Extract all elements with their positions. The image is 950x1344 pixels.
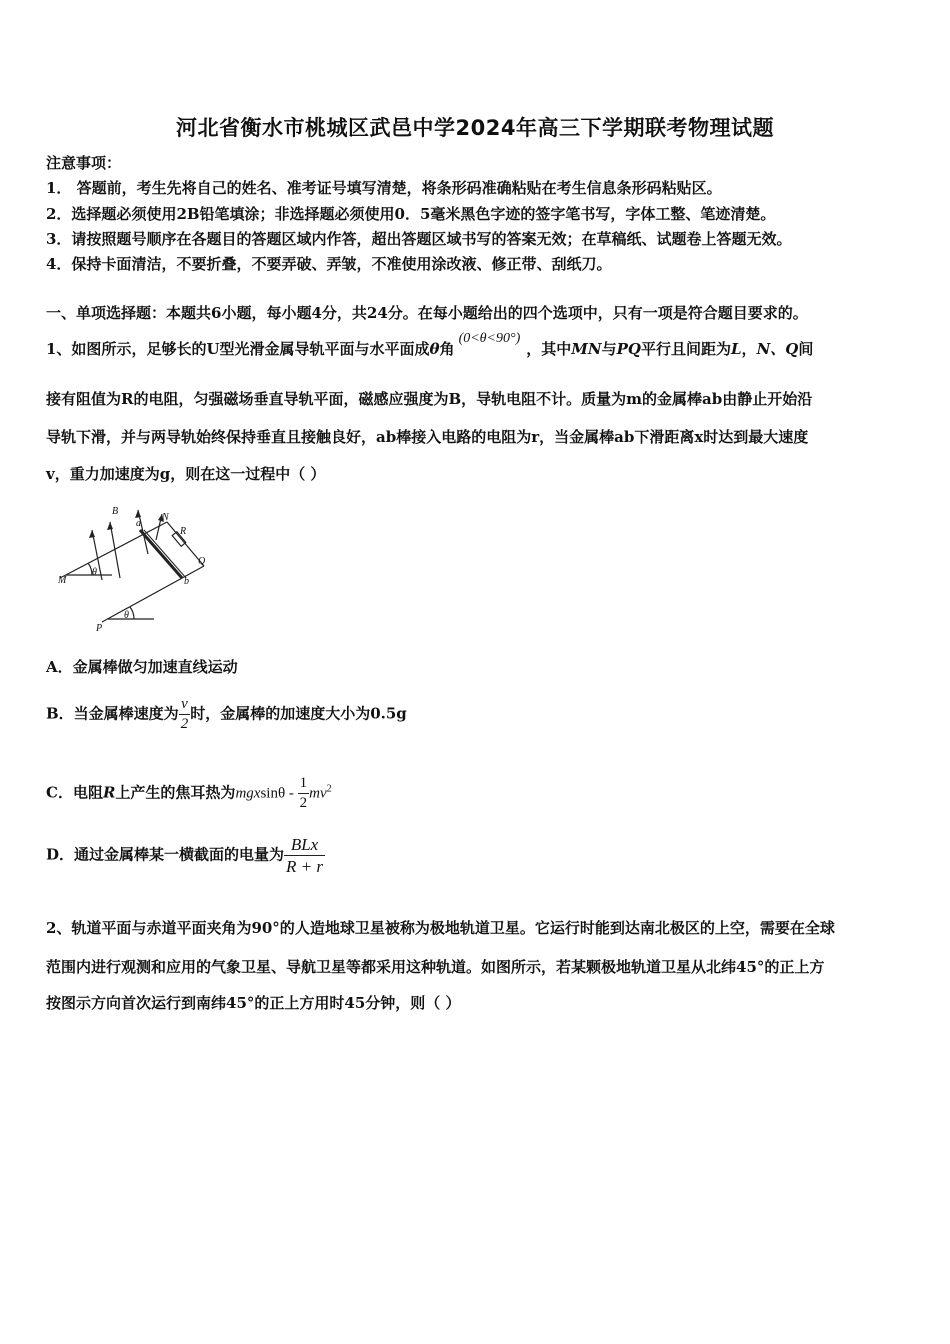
metal-rod-ab xyxy=(140,530,182,578)
rail-mn xyxy=(60,522,167,578)
label-q: Q xyxy=(198,556,206,567)
fraction-denominator: 2 xyxy=(299,795,308,811)
q1-pq: PQ xyxy=(616,340,641,358)
label-n: N xyxy=(162,512,169,523)
label-p: P xyxy=(96,623,103,634)
q1-option-c-expr-1: mgx xyxy=(235,785,261,802)
fraction-numerator: v xyxy=(181,696,188,712)
notice-item-1: 1． 答题前，考生先将自己的姓名、准考证号填写清楚，将条形码准确粘贴在考生信息条形码粘贴区。 xyxy=(46,179,722,197)
field-arrowhead-1 xyxy=(89,530,95,538)
q1-text-g: 间 xyxy=(798,340,814,358)
q1-line-2: 接有阻值为R的电阻，匀强磁场垂直导轨平面，磁感应强度为B，导轨电阻不计。质量为m的金属棒ab由静止开始沿 xyxy=(46,390,813,408)
fraction-denominator: R + r xyxy=(286,857,323,876)
q1-option-c-superscript: 2 xyxy=(326,783,332,795)
notice-heading: 注意事项： xyxy=(46,154,122,172)
fraction-denominator: 2 xyxy=(180,716,189,732)
q1-option-c-r: R xyxy=(102,783,116,802)
fraction-numerator: 1 xyxy=(299,775,308,791)
q1-option-d xyxy=(46,836,325,875)
field-arrowhead-2 xyxy=(107,522,113,530)
q1-option-b-fraction xyxy=(179,697,191,732)
q1-option-c-fraction xyxy=(298,776,310,811)
q1-angle-range: (0<θ<90°) xyxy=(458,331,521,346)
page-title: 河北省衡水市桃城区武邑中学2024年高三下学期联考物理试题 xyxy=(176,116,774,140)
q2-line-1: 2、轨道平面与赤道平面夹角为90°的人造地球卫星被称为极地轨道卫星。它运行时能到达南北极区的上空，需要在全球 xyxy=(46,919,835,937)
q1-line-3: 导轨下滑，并与两导轨始终保持垂直且接触良好，ab棒接入电路的电阻为r，当金属棒ab下滑距离x时达到最大速度 xyxy=(46,428,809,446)
label-r: R xyxy=(180,526,187,537)
q1-text-d: 与 xyxy=(601,340,617,358)
label-b-end: b xyxy=(184,576,189,587)
rail-pq xyxy=(102,566,204,622)
q1-option-c-expr-3: mv xyxy=(309,785,327,802)
q1-option-c-expr-2: sinθ - xyxy=(260,785,298,802)
q1-line-4: v，重力加速度为g，则在这一过程中（ ） xyxy=(46,465,326,483)
label-theta-2: θ xyxy=(124,610,129,621)
notice-item-4: 4．保持卡面清洁，不要折叠，不要弄破、弄皱，不准使用涂改液、修正带、刮纸刀。 xyxy=(46,255,612,273)
q1-option-c-pre: C．电阻 xyxy=(46,783,103,802)
q1-option-a: A．金属棒做匀加速直线运动 xyxy=(46,658,238,676)
notice-item-3: 3．请按照题号顺序在各题目的答题区域内作答，超出答题区域书写的答案无效；在草稿纸、试题卷上答题无效。 xyxy=(46,230,792,248)
q1-nq: N、Q xyxy=(756,340,799,358)
q1-rail-diagram xyxy=(52,500,222,640)
q2-line-2: 范围内进行观测和应用的气象卫星、导航卫星等都采用这种轨道。如图所示，若某颗极地轨道卫星从北纬45°的正上方 xyxy=(46,958,825,976)
fraction-numerator: BLx xyxy=(290,835,319,854)
q1-text-b: 角 xyxy=(439,340,455,358)
q1-option-c-mid: 上产生的焦耳热为 xyxy=(115,783,236,802)
q2-line-3: 按图示方向首次运行到南纬45°的正上方用时45分钟，则（ ） xyxy=(46,994,461,1012)
q1-option-c xyxy=(46,776,332,811)
label-a: a xyxy=(136,518,141,529)
q1-theta: θ xyxy=(429,340,440,358)
label-b-field: B xyxy=(112,506,119,517)
q1-l: L xyxy=(731,340,742,358)
q1-mn: MN xyxy=(571,340,602,358)
q1-option-d-fraction xyxy=(284,836,325,875)
field-arrow-2 xyxy=(110,522,120,578)
q1-option-d-pre: D．通过金属棒某一横截面的电量为 xyxy=(46,845,285,864)
q1-option-b-post: 时，金属棒的加速度大小为0.5g xyxy=(190,704,407,723)
q1-text-e: 平行且间距为 xyxy=(640,340,731,358)
section-heading: 一、单项选择题：本题共6小题，每小题4分，共24分。在每小题给出的四个选项中，只有一项是符合题目要求的。 xyxy=(46,304,808,322)
label-m: M xyxy=(58,575,67,586)
notice-item-2: 2．选择题必须使用2B铅笔填涂；非选择题必须使用0．5毫米黑色字迹的签字笔书写，字体工整、笔迹清楚。 xyxy=(46,205,776,223)
theta-arc-2 xyxy=(130,607,134,619)
q1-text-c: ，其中 xyxy=(526,340,572,358)
q1-line-1 xyxy=(46,331,814,359)
field-arrowhead-3 xyxy=(135,510,141,518)
q1-text-f: ， xyxy=(741,340,757,358)
q1-option-b xyxy=(46,697,407,732)
q1-text-a: 1、如图所示，足够长的U型光滑金属导轨平面与水平面成 xyxy=(46,340,430,358)
q1-option-b-pre: B．当金属棒速度为 xyxy=(46,704,179,723)
label-theta-1: θ xyxy=(92,567,97,578)
